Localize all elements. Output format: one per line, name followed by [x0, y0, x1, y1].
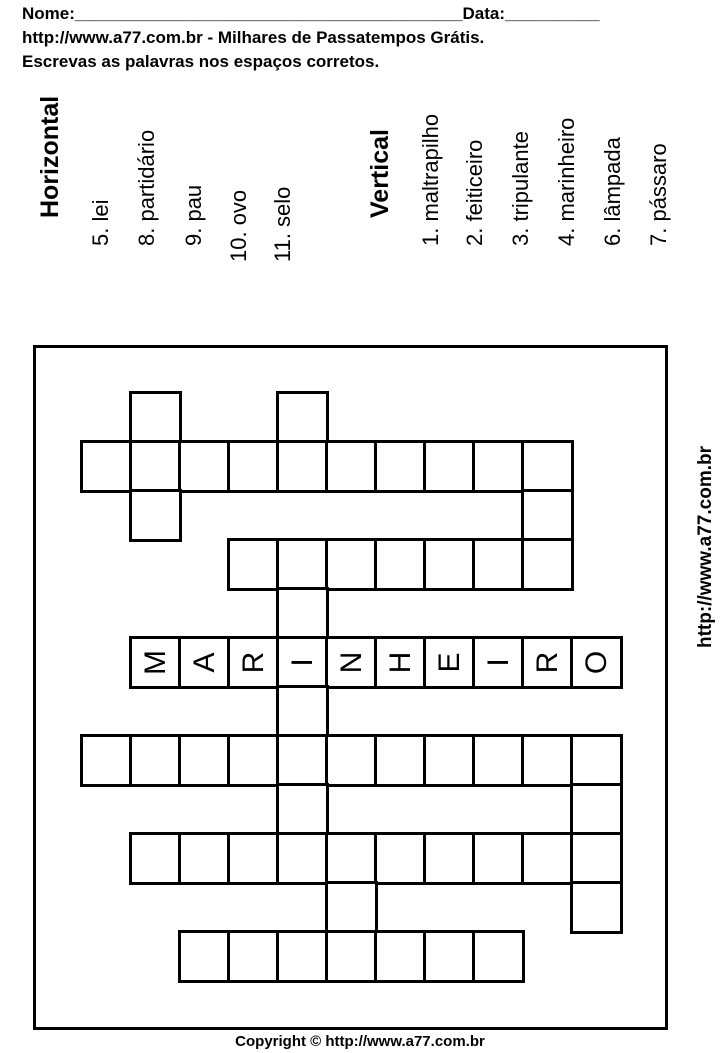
grid-cell[interactable]: [572, 834, 621, 883]
grid-cell[interactable]: [229, 540, 278, 589]
grid-cell[interactable]: [523, 736, 572, 785]
grid-letter: O: [579, 650, 613, 675]
grid-cell[interactable]: [474, 442, 523, 491]
vertical-heading: Vertical: [366, 129, 394, 218]
vertical-clue: 4. marinheiro: [554, 117, 579, 246]
grid-cell[interactable]: [131, 491, 180, 540]
grid-letter: M: [138, 650, 172, 675]
grid-cell[interactable]: [82, 736, 131, 785]
grid-cell[interactable]: [229, 442, 278, 491]
grid-letter: I: [481, 658, 515, 667]
grid-cell[interactable]: [327, 442, 376, 491]
grid-cell[interactable]: [425, 736, 474, 785]
grid-cell[interactable]: [278, 393, 327, 442]
grid-cell[interactable]: [278, 442, 327, 491]
grid-cell[interactable]: [131, 442, 180, 491]
grid-cell[interactable]: [327, 932, 376, 981]
grid-letter: H: [383, 651, 417, 674]
vertical-clue: 7. pássaro: [646, 143, 671, 246]
grid-cell[interactable]: [229, 834, 278, 883]
grid-cell[interactable]: [327, 540, 376, 589]
site-line: http://www.a77.com.br - Milhares de Passatempos Grátis.: [22, 28, 485, 47]
horizontal-clue: 10. ovo: [226, 189, 251, 262]
grid-cell[interactable]: [572, 736, 621, 785]
grid-cell[interactable]: [180, 736, 229, 785]
grid-cell[interactable]: [131, 393, 180, 442]
grid-cell[interactable]: [278, 932, 327, 981]
grid-cell[interactable]: [523, 491, 572, 540]
grid-cell[interactable]: [376, 442, 425, 491]
grid-cell[interactable]: [474, 932, 523, 981]
grid-cell[interactable]: [131, 834, 180, 883]
grid-cell[interactable]: [229, 736, 278, 785]
grid-cell[interactable]: [474, 834, 523, 883]
instruction-line: Escrevas as palavras nos espaços corretos.: [22, 52, 380, 71]
grid-letter: I: [285, 658, 319, 667]
grid-letter: R: [530, 651, 564, 674]
grid-cell[interactable]: [278, 736, 327, 785]
vertical-clue: 6. lâmpada: [600, 137, 625, 246]
grid-cell[interactable]: [180, 442, 229, 491]
grid-letter: R: [236, 651, 270, 674]
grid-cell[interactable]: [572, 785, 621, 834]
grid-cell[interactable]: [376, 540, 425, 589]
grid-cell[interactable]: [425, 834, 474, 883]
grid-cell[interactable]: [474, 540, 523, 589]
grid-letter: A: [187, 652, 221, 673]
grid-cell[interactable]: [278, 589, 327, 638]
vertical-clue: 2. feiticeiro: [462, 139, 487, 246]
grid-cell[interactable]: [131, 736, 180, 785]
grid-cell[interactable]: [82, 442, 131, 491]
grid-cell[interactable]: [327, 834, 376, 883]
grid-cell[interactable]: [425, 540, 474, 589]
grid-cell[interactable]: [180, 932, 229, 981]
grid-cell[interactable]: [376, 834, 425, 883]
grid-cell[interactable]: [572, 883, 621, 932]
copyright-footer: Copyright © http://www.a77.com.br: [235, 1033, 485, 1050]
grid-cell[interactable]: [523, 442, 572, 491]
crossword-board: [33, 345, 668, 1030]
side-url: http://www.a77.com.br: [695, 446, 716, 648]
grid-cell[interactable]: [425, 932, 474, 981]
grid-cell[interactable]: [474, 736, 523, 785]
grid-cell[interactable]: [376, 736, 425, 785]
horizontal-clue: 8. partidário: [134, 129, 159, 246]
grid-cell[interactable]: [327, 736, 376, 785]
grid-letter: E: [432, 652, 466, 673]
horizontal-clue: 9. pau: [181, 184, 206, 246]
grid-cell[interactable]: [523, 540, 572, 589]
grid-cell[interactable]: [180, 834, 229, 883]
vertical-clue: 1. maltrapilho: [418, 113, 443, 246]
horizontal-heading: Horizontal: [36, 95, 64, 218]
grid-cell[interactable]: [278, 540, 327, 589]
horizontal-clue: 5. lei: [88, 199, 113, 246]
grid-cell[interactable]: [327, 883, 376, 932]
grid-cell[interactable]: [278, 834, 327, 883]
horizontal-clue: 11. selo: [270, 186, 295, 262]
grid-cell[interactable]: [376, 932, 425, 981]
grid-cell[interactable]: [278, 687, 327, 736]
grid-cell[interactable]: [425, 442, 474, 491]
name-date-line: Nome:_________________________________________Data:__________: [22, 4, 600, 23]
grid-cell[interactable]: [278, 785, 327, 834]
grid-cell[interactable]: [229, 932, 278, 981]
grid-cell[interactable]: [523, 834, 572, 883]
vertical-clue: 3. tripulante: [508, 131, 533, 246]
grid-letter: N: [334, 651, 368, 674]
